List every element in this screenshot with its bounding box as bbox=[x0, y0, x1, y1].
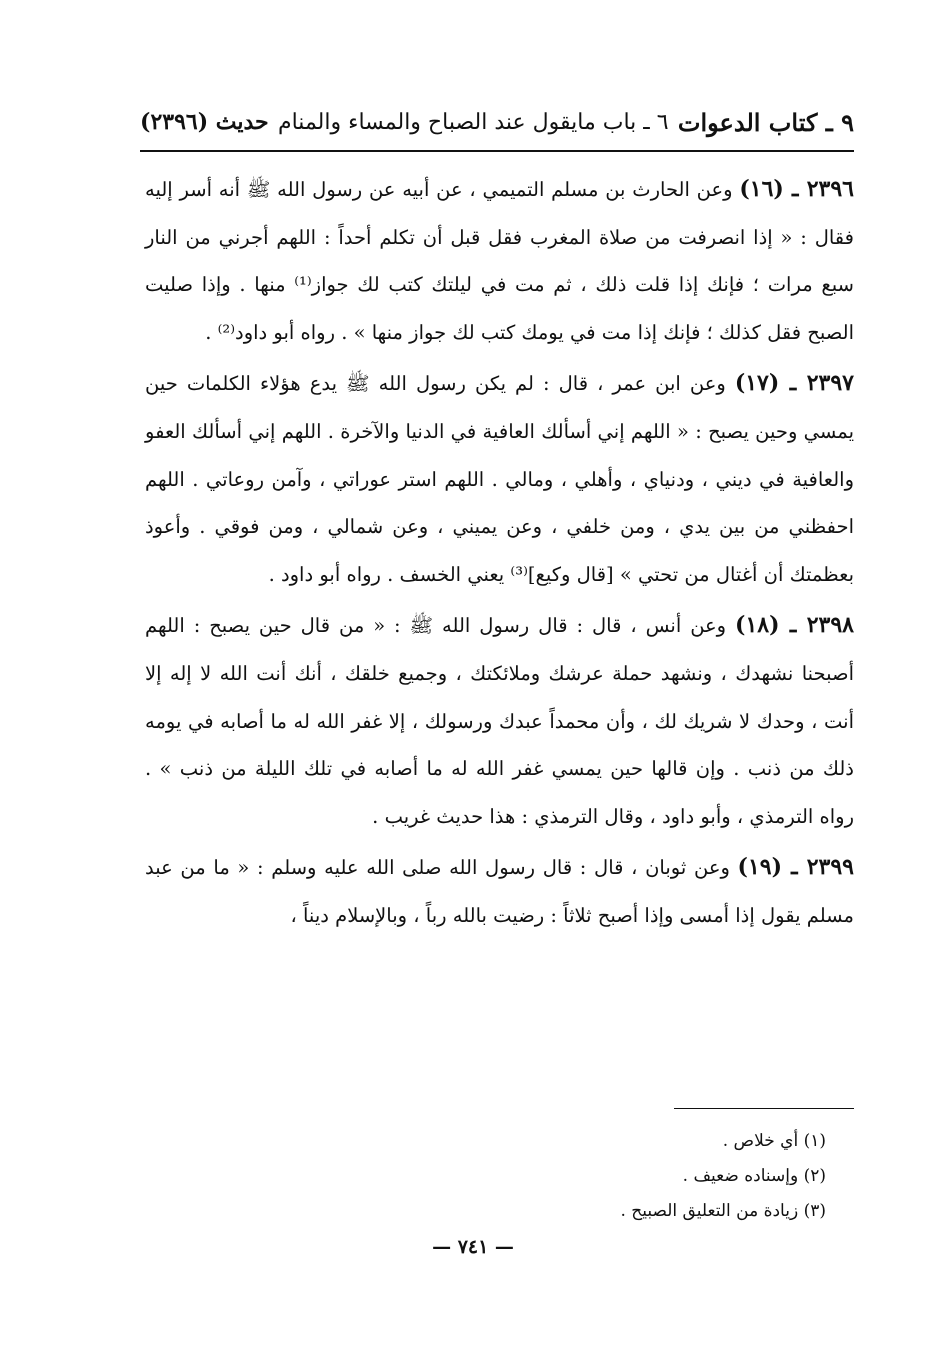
hadith-number: ٢٣٩٩ ـ (١٩) bbox=[737, 854, 854, 881]
hadith-paragraph bbox=[145, 602, 854, 840]
chapter-title: ٦ ـ باب مايقول عند الصباح والمساء والمنام bbox=[277, 109, 669, 135]
hadith-paragraph bbox=[145, 166, 854, 356]
page-number: — ٧٤١ — bbox=[432, 1236, 514, 1258]
hadith-text: وعن الحارث بن مسلم التميمي ، عن أبيه عن رسول الله ﷺ أنه أسر إليه فقال : « إذا انصرفت من صلاة المغرب فقل قبل أن تكلم أحداً : اللهم أجرني من النار سبع مرات ؛ فإنك إذا قلت ذلك ، ثم مت في ليلتك كتب لك جواز⁽¹⁾ منها . وإذا صليت الصبح فقل كذلك ؛ فإنك إذا مت في يومك كتب لك جواز منها » . رواه أبو داود⁽²⁾ . bbox=[145, 178, 854, 344]
main-text bbox=[145, 166, 854, 944]
hadith-paragraph bbox=[145, 360, 854, 598]
hadith-number: ٢٣٩٦ ـ (١٦) bbox=[739, 176, 854, 202]
hadith-text: وعن ثوبان ، قال : قال رسول الله صلى الله عليه وسلم : « ما من عبد مسلم يقول إذا أمسى وإذا أصبح ثلاثاً : رضيت بالله رباً ، وبالإسلام ديناً ، bbox=[145, 856, 854, 927]
hadith-text: وعن أنس ، قال : قال رسول الله ﷺ : « من قال حين يصبح : اللهم أصبحنا نشهدك ، ونشهد حملة عرشك وملائكتك ، وجميع خلقك ، أنك أنت الله لا إله إلا أنت ، وحدك لا شريك لك ، وأن محمداً عبدك ورسولك ، إلا غفر الله له ما أصابه في يومه ذلك من ذنب . وإن قالها حين يمسي غفر الله له ما أصابه في تلك الليلة من ذنب » . رواه الترمذي ، وأبو داود ، وقال الترمذي : هذا حديث غريب . bbox=[145, 614, 854, 828]
hadith-text: وعن ابن عمر ، قال : لم يكن رسول الله ﷺ يدع هؤلاء الكلمات حين يمسي وحين يصبح : « اللهم إني أسألك العافية في الدنيا والآخرة . اللهم إني أسألك العفو والعافية في ديني ، ودنياي ، وأهلي ، ومالي . اللهم استر عوراتي ، وآمن روعاتي . اللهم احفظني من بين يدي ، ومن خلفي ، وعن يميني ، وعن شمالي ، ومن فوقي . وأعوذ بعظمتك أن أغتال من تحتي » [قال وكيع]⁽³⁾ يعني الخسف . رواه أبو داود . bbox=[145, 372, 854, 586]
footnotes bbox=[400, 1124, 826, 1229]
footnote-2: (٢) وإسناده ضعيف . bbox=[682, 1166, 826, 1186]
hadith-number: ٢٣٩٧ ـ (١٧) bbox=[734, 370, 854, 397]
hadith-number: ٢٣٩٨ ـ (١٨) bbox=[735, 612, 854, 639]
footnote-3: (٣) زيادة من التعليق الصبيح . bbox=[620, 1201, 826, 1221]
footnote-1: (١) أي خلاص . bbox=[722, 1131, 826, 1151]
footnote-divider bbox=[674, 1108, 854, 1109]
hadith-range: حديث (٢٣٩٦) bbox=[140, 109, 269, 135]
header-divider bbox=[140, 150, 854, 152]
hadith-paragraph bbox=[145, 844, 854, 939]
running-header bbox=[140, 100, 854, 144]
book-title: ٩ ـ كتاب الدعوات bbox=[677, 107, 854, 137]
